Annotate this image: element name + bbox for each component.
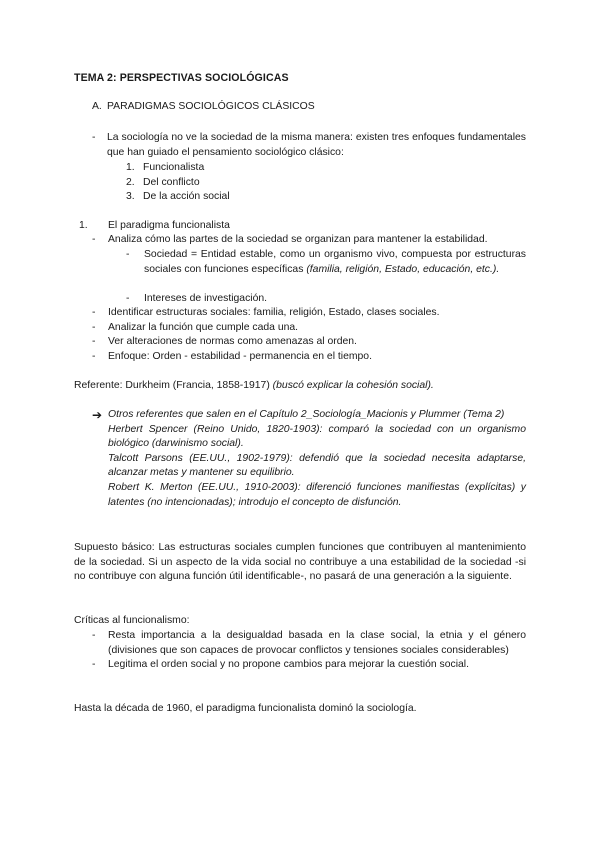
document-title: TEMA 2: PERSPECTIVAS SOCIOLÓGICAS: [74, 72, 289, 84]
referente-line: Referente: Durkheim (Francia, 1858-1917) (buscó explicar la cohesión social).: [74, 380, 434, 391]
supuesto-paragraph: Supuesto básico: Las estructuras sociales cumplen funciones que contribuyen al mantenimiento de la sociedad. Si un aspecto de la vida social no contribuye a una estabilidad de la sociedad -si no contribuye con alguna función útil identificable-, no pasará de una generación a la siguiente.: [74, 542, 526, 583]
intro-bullet: [92, 131, 526, 160]
sociedad-bullet: - Sociedad = Entidad estable, como un organismo vivo, compuesta por estructuras sociales con funciones específicas (familia, religión, Estado, educación, etc.).: [126, 248, 526, 277]
list-item: 2. Del conflicto: [126, 176, 200, 188]
list-item: 1. Funcionalista: [126, 162, 205, 173]
criticas-list: [92, 629, 526, 673]
parsons-text: Talcott Parsons (EE.UU., 1902-1979): defendió que la sociedad necesita adaptarse, alcanzar metas y mantener su equilibrio.: [108, 452, 526, 479]
intereses-text: Intereses de investigación.: [144, 293, 268, 304]
arrow-icon: ➔: [92, 408, 103, 422]
section-a-marker: A.: [92, 101, 102, 112]
merton-text: Robert K. Merton (EE.UU., 1910-2003): diferenció funciones manifiestas (explícitas) y latentes (no intencionadas); introdujo el concepto de disfunción.: [108, 481, 526, 508]
intro-text: La sociología no ve la sociedad de la misma manera: existen tres enfoques fundamentales que han guiado el pensamiento sociológico clásico:: [107, 132, 526, 158]
funcionalista-items: [92, 306, 526, 364]
list-item: - Enfoque: Orden - estabilidad - permanencia en el tiempo.: [92, 350, 372, 362]
list-item: - Identificar estructuras sociales: familia, religión, Estado, clases sociales.: [92, 307, 440, 318]
section-a-heading: [92, 100, 522, 115]
otros-referentes: [92, 408, 526, 510]
criticas-heading: Críticas al funcionalismo:: [74, 615, 190, 626]
list-item: - Ver alteraciones de normas como amenazas al orden.: [92, 336, 357, 348]
sociedad-text: Sociedad = Entidad estable, como un organismo vivo, compuesta por estructuras sociales con funciones específicas (familia, religión, Estado, educación, etc.).: [144, 249, 526, 275]
section-a-text: PARADIGMAS SOCIOLÓGICOS CLÁSICOS: [107, 101, 315, 112]
paradigm-number: 1.: [79, 220, 88, 231]
intro-marker: -: [92, 132, 96, 143]
list-item: - Analizar la función que cumple cada una.: [92, 321, 299, 333]
list-item: - Resta importancia a la desigualdad basada en la clase social, la etnia y el género (divisiones que son capaces de provocar conflictos y tensiones sociales considerables): [92, 630, 526, 656]
analiza-text: Analiza cómo las partes de la sociedad se organizan para mantener la estabilidad.: [108, 234, 488, 245]
intereses-bullet: - Intereses de investigación.: [126, 292, 526, 307]
list-item: 3. De la acción social: [126, 191, 230, 203]
analiza-bullet: - Analiza cómo las partes de la sociedad se organizan para mantener la estabilidad.: [92, 233, 526, 248]
list-item: - Legitima el orden social y no propone cambios para mejorar la cuestión social.: [92, 659, 469, 671]
otros-heading: Otros referentes que salen en el Capítulo 2_Sociología_Macionis y Plummer (Tema 2): [108, 409, 505, 420]
paradigm-heading-text: El paradigma funcionalista: [108, 220, 230, 231]
paradigm-heading: [79, 219, 479, 234]
spencer-text: Herbert Spencer (Reino Unido, 1820-1903): comparó la sociedad con un organismo biológico (darwinismo social).: [108, 423, 526, 450]
conclusion-paragraph: Hasta la década de 1960, el paradigma funcionalista dominó la sociología.: [74, 703, 417, 714]
paradigm-list: [126, 161, 426, 205]
